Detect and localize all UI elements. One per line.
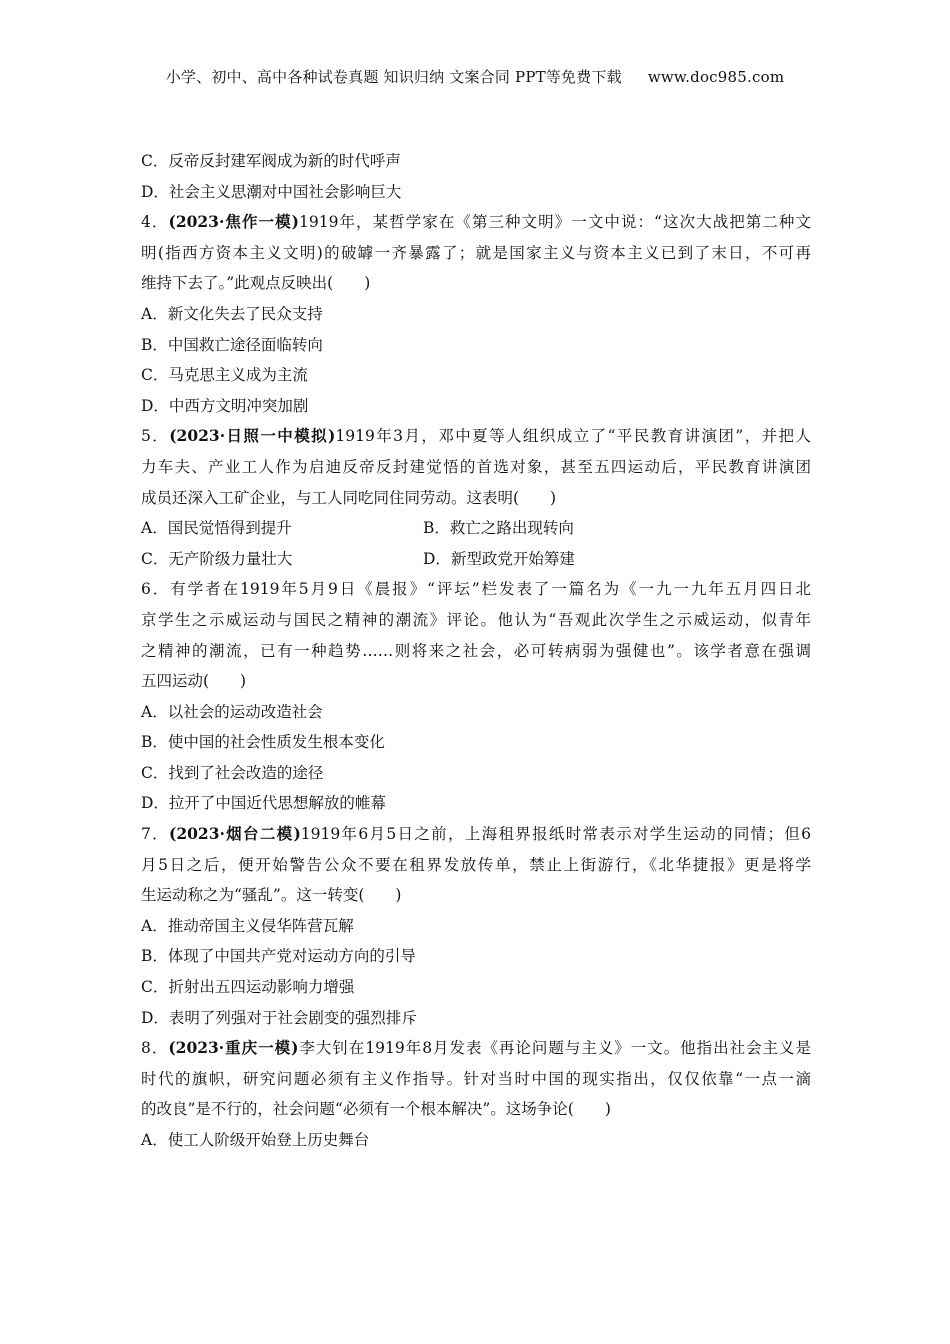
q7-stem-text-1: 1919年6月5日之前，上海租界报纸时常表示对学生运动的同情；但6	[300, 825, 811, 844]
q4-option-b: B．中国救亡途径面临转向	[141, 335, 323, 354]
q4-stem-line-3: 维持下去了。”此观点反映出( )	[141, 274, 371, 293]
q7-source: (2023·烟台二模)	[169, 824, 301, 844]
q7-stem-line-2: 月5日之后，便开始警告公众不要在租界发放传单，禁止上街游行，《北华捷报》更是将学	[141, 855, 811, 874]
q6-option-a: A．以社会的运动改造社会	[141, 702, 323, 721]
q6-option-d: D．拉开了中国近代思想解放的帷幕	[141, 794, 386, 813]
q4-stem-line-2: 明(指西方资本主义文明)的破罅一齐暴露了；就是国家主义与资本主义已到了末日，不可再	[141, 243, 811, 262]
q5-options-row-2	[141, 544, 811, 575]
q8-option-a: A．使工人阶级开始登上历史舞台	[141, 1131, 370, 1149]
q6-stem-line-1: 6．有学者在1919年5月9日《晨报》“评坛”栏发表了一篇名为《一九一九年五月四日北	[141, 580, 811, 599]
q6-option-c: C．找到了社会改造的途径	[141, 763, 324, 782]
q4-source: (2023·焦作一模)	[168, 212, 299, 232]
q5-options-row-1	[141, 513, 811, 544]
q4-option-c: C．马克思主义成为主流	[141, 366, 308, 385]
q6-stem-line-3: 之精神的潮流，已有一种趋势……则将来之社会，必可转病弱为强健也”。该学者意在强调	[141, 641, 811, 660]
q5-number: 5．	[141, 427, 170, 446]
q7-option-a: A．推动帝国主义侵华阵营瓦解	[141, 916, 354, 935]
q6-option-b: B．使中国的社会性质发生根本变化	[141, 733, 385, 752]
q4-stem-line-1	[141, 207, 811, 238]
q3-option-d: D．社会主义思潮对中国社会影响巨大	[141, 182, 402, 201]
q8-stem-line-1	[141, 1033, 811, 1064]
q5-stem-line-1	[141, 421, 811, 452]
q8-stem-text-1: 李大钊在1919年8月发表《再论问题与主义》一文。他指出社会主义是	[298, 1039, 811, 1058]
q5-source: (2023·日照一中模拟)	[169, 426, 336, 446]
q7-stem-line-3: 生运动称之为“骚乱”。这一转变( )	[141, 886, 402, 905]
page-header	[0, 66, 950, 87]
q7-option-b: B．体现了中国共产党对运动方向的引导	[141, 947, 416, 966]
q6-stem-line-4: 五四运动( )	[141, 672, 247, 691]
q4-option-a: A．新文化失去了民众支持	[141, 304, 323, 323]
q5-option-b: B．救亡之路出现转向	[423, 519, 574, 538]
q8-stem-line-2: 时代的旗帜，研究问题必须有主义作指导。针对当时中国的现实指出，仅仅依靠“一点一滴	[141, 1069, 811, 1088]
q8-source: (2023·重庆一模)	[168, 1038, 299, 1058]
q5-option-a: A．国民觉悟得到提升	[141, 519, 292, 538]
q4-stem-text-1: 1919年，某哲学家在《第三种文明》一文中说：“这次大战把第二种文	[298, 213, 811, 232]
q5-stem-text-1: 1919年3月，邓中夏等人组织成立了“平民教育讲演团”，并把人	[335, 427, 811, 446]
q4-option-d: D．中西方文明冲突加剧	[141, 396, 309, 415]
q8-number: 8．	[141, 1039, 169, 1058]
document-body	[141, 146, 811, 1156]
header-site: www.doc985.com	[647, 68, 785, 86]
q5-option-d: D．新型政党开始筹建	[423, 549, 575, 568]
q6-stem-line-2: 京学生之示威运动与国民之精神的潮流》评论。他认为“吾观此次学生之示威运动，似青年	[141, 610, 811, 629]
q3-option-c: C．反帝反封建军阀成为新的时代呼声	[141, 152, 401, 170]
q5-stem-line-3: 成员还深入工矿企业，与工人同吃同住同劳动。这表明( )	[141, 488, 557, 507]
q7-stem-line-1	[141, 819, 811, 850]
q7-option-d: D．表明了列强对于社会剧变的强烈排斥	[141, 1008, 417, 1027]
q5-option-c: C．无产阶级力量壮大	[141, 549, 293, 568]
q8-stem-line-3: 的改良”是不行的，社会问题“必须有一个根本解决”。这场争论( )	[141, 1100, 611, 1119]
q7-number: 7．	[141, 825, 169, 844]
q5-stem-line-2: 力车夫、产业工人作为启迪反帝反封建觉悟的首选对象，甚至五四运动后，平民教育讲演团	[141, 457, 811, 476]
header-text: 小学、初中、高中各种试卷真题 知识归纳 文案合同 PPT等免费下载	[165, 68, 622, 86]
q7-option-c: C．折射出五四运动影响力增强	[141, 978, 355, 997]
q4-number: 4．	[141, 213, 169, 232]
